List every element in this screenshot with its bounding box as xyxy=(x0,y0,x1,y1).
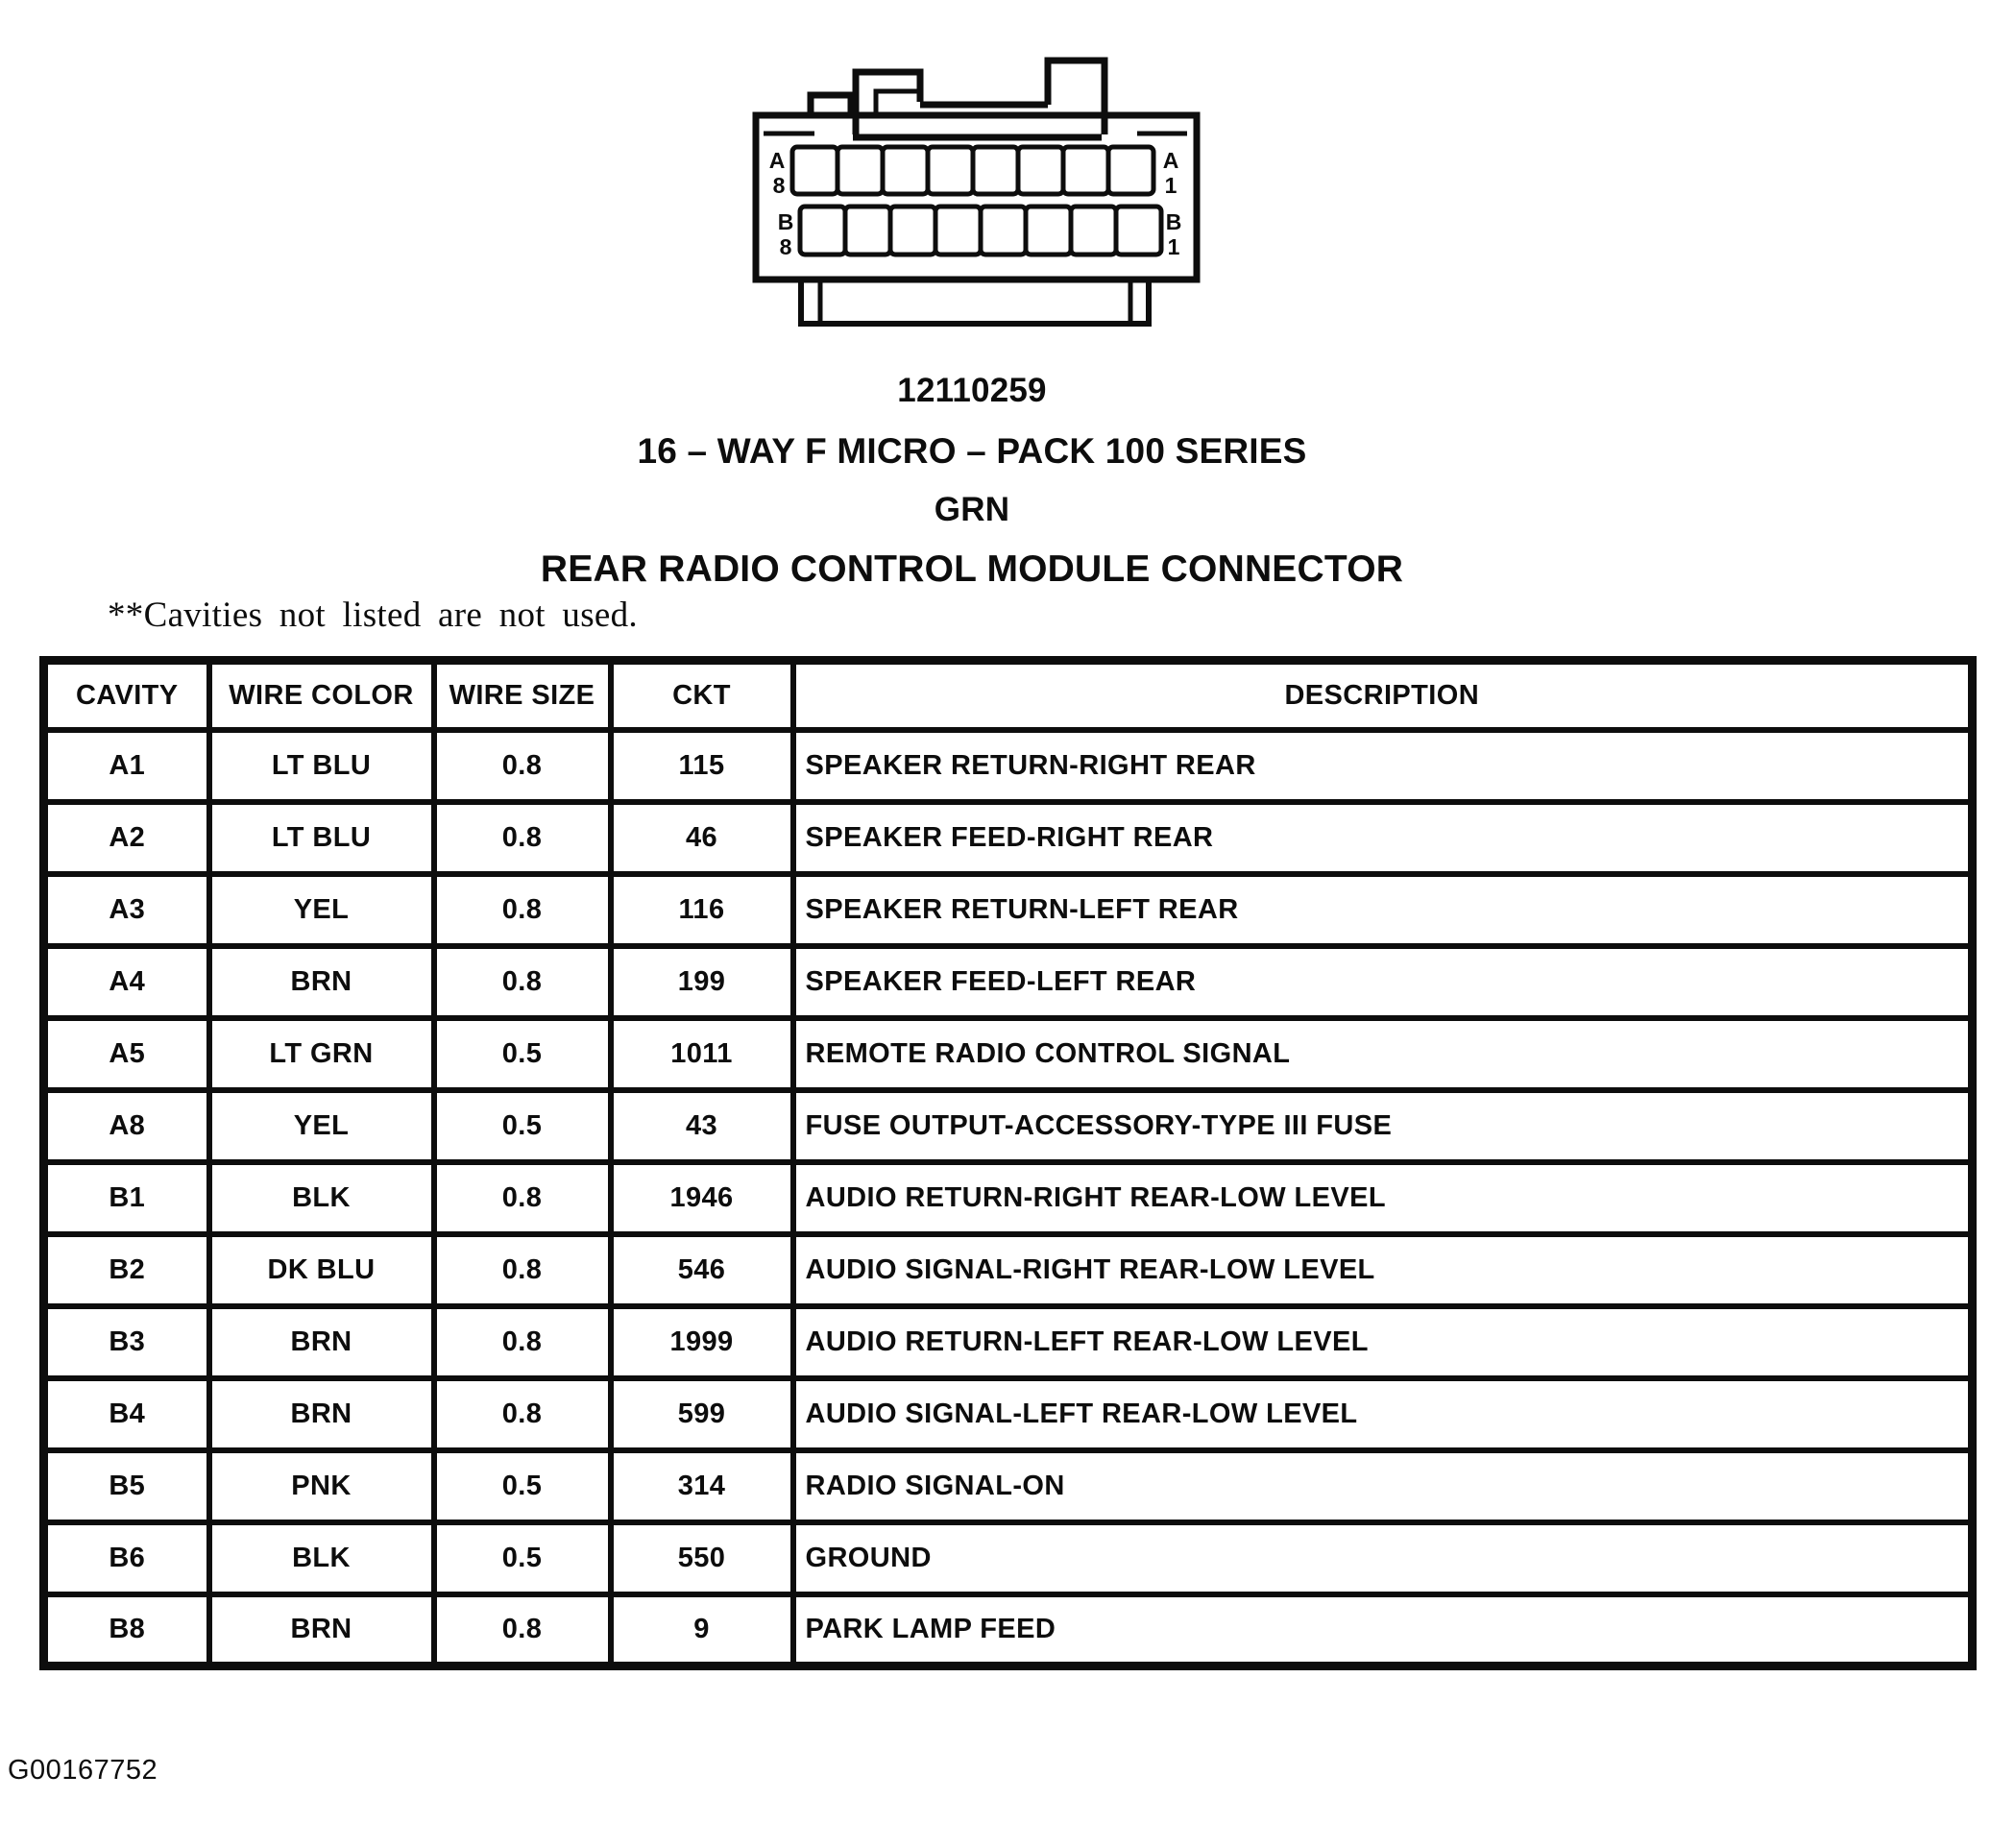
description-cell: GROUND xyxy=(793,1522,1973,1594)
ckt-cell: 9 xyxy=(611,1594,793,1666)
description-cell: RADIO SIGNAL-ON xyxy=(793,1450,1973,1522)
ckt-cell: 115 xyxy=(611,730,793,802)
wire-size-cell: 0.8 xyxy=(434,1378,611,1450)
wire-size-cell: 0.8 xyxy=(434,1306,611,1378)
description-cell: AUDIO RETURN-LEFT REAR-LOW LEVEL xyxy=(793,1306,1973,1378)
wire-color-cell: BRN xyxy=(209,946,434,1018)
wire-size-cell: 0.8 xyxy=(434,1594,611,1666)
wire-color-cell: BRN xyxy=(209,1306,434,1378)
table-row xyxy=(44,1594,1973,1666)
wire-color-cell: YEL xyxy=(209,1090,434,1162)
wire-size-cell: 0.5 xyxy=(434,1522,611,1594)
ckt-cell: 46 xyxy=(611,802,793,874)
wire-color-cell: LT BLU xyxy=(209,730,434,802)
table-row xyxy=(44,1162,1973,1234)
wire-size-cell: 0.5 xyxy=(434,1018,611,1090)
ckt-cell: 116 xyxy=(611,874,793,946)
description-cell: AUDIO SIGNAL-LEFT REAR-LOW LEVEL xyxy=(793,1378,1973,1450)
ckt-cell: 1011 xyxy=(611,1018,793,1090)
cavity-cell: A5 xyxy=(44,1018,209,1090)
pin-label-char: A xyxy=(768,148,786,173)
pin-label-char: 8 xyxy=(772,173,786,198)
cavity-cell: A8 xyxy=(44,1090,209,1162)
connector-series: 16 – WAY F MICRO – PACK 100 SERIES xyxy=(637,431,1307,471)
pin-label-char: 1 xyxy=(1167,234,1180,259)
pin-label-char: B xyxy=(777,209,794,234)
cavity-cell: B3 xyxy=(44,1306,209,1378)
description-cell: FUSE OUTPUT-ACCESSORY-TYPE III FUSE xyxy=(793,1090,1973,1162)
pin-label-char: 1 xyxy=(1164,173,1177,198)
pinout-table xyxy=(39,656,1977,1670)
table-row xyxy=(44,874,1973,946)
table-row xyxy=(44,1306,1973,1378)
wire-color-cell: DK BLU xyxy=(209,1234,434,1306)
table-header-row xyxy=(44,661,1973,730)
ckt-cell: 199 xyxy=(611,946,793,1018)
description-cell: SPEAKER RETURN-LEFT REAR xyxy=(793,874,1973,946)
pinout-table-body xyxy=(44,730,1973,1666)
description-cell: SPEAKER FEED-LEFT REAR xyxy=(793,946,1973,1018)
wire-size-cell: 0.8 xyxy=(434,730,611,802)
header-wire-size: WIRE SIZE xyxy=(434,661,611,730)
cavities-note: **Cavities not listed are not used. xyxy=(108,596,638,635)
wire-size-cell: 0.8 xyxy=(434,1162,611,1234)
header-wire-color: WIRE COLOR xyxy=(209,661,434,730)
cavity-cell: B5 xyxy=(44,1450,209,1522)
wire-size-cell: 0.8 xyxy=(434,946,611,1018)
heading-block xyxy=(0,0,1944,596)
cavity-cell: A1 xyxy=(44,730,209,802)
wire-color-cell: YEL xyxy=(209,874,434,946)
description-cell: SPEAKER FEED-RIGHT REAR xyxy=(793,802,1973,874)
table-row xyxy=(44,1522,1973,1594)
ckt-cell: 43 xyxy=(611,1090,793,1162)
connector-color-code: GRN xyxy=(934,491,1010,528)
wire-size-cell: 0.8 xyxy=(434,874,611,946)
ckt-cell: 599 xyxy=(611,1378,793,1450)
description-cell: AUDIO RETURN-RIGHT REAR-LOW LEVEL xyxy=(793,1162,1973,1234)
wire-size-cell: 0.5 xyxy=(434,1090,611,1162)
table-row xyxy=(44,1234,1973,1306)
connector-part-number: 12110259 xyxy=(897,372,1047,409)
ckt-cell: 1999 xyxy=(611,1306,793,1378)
wire-color-cell: LT BLU xyxy=(209,802,434,874)
pin-label-char: 8 xyxy=(779,234,792,259)
wire-size-cell: 0.5 xyxy=(434,1450,611,1522)
table-row xyxy=(44,730,1973,802)
description-cell: AUDIO SIGNAL-RIGHT REAR-LOW LEVEL xyxy=(793,1234,1973,1306)
table-row xyxy=(44,1378,1973,1450)
table-row xyxy=(44,1018,1973,1090)
header-cavity: CAVITY xyxy=(44,661,209,730)
ckt-cell: 314 xyxy=(611,1450,793,1522)
description-cell: PARK LAMP FEED xyxy=(793,1594,1973,1666)
ckt-cell: 1946 xyxy=(611,1162,793,1234)
cavity-cell: A3 xyxy=(44,874,209,946)
table-row xyxy=(44,1450,1973,1522)
cavity-cell: B8 xyxy=(44,1594,209,1666)
cavity-cell: B4 xyxy=(44,1378,209,1450)
header-ckt: CKT xyxy=(611,661,793,730)
cavity-cell: B6 xyxy=(44,1522,209,1594)
cavity-cell: A2 xyxy=(44,802,209,874)
page-title: REAR RADIO CONTROL MODULE CONNECTOR xyxy=(540,548,1404,590)
wire-color-cell: BRN xyxy=(209,1594,434,1666)
table-row xyxy=(44,946,1973,1018)
ckt-cell: 546 xyxy=(611,1234,793,1306)
ckt-cell: 550 xyxy=(611,1522,793,1594)
wire-color-cell: LT GRN xyxy=(209,1018,434,1090)
table-row xyxy=(44,802,1973,874)
table-row xyxy=(44,1090,1973,1162)
wire-color-cell: PNK xyxy=(209,1450,434,1522)
wire-size-cell: 0.8 xyxy=(434,802,611,874)
description-cell: SPEAKER RETURN-RIGHT REAR xyxy=(793,730,1973,802)
wire-color-cell: BLK xyxy=(209,1162,434,1234)
pin-label-char: A xyxy=(1162,148,1179,173)
cavity-cell: A4 xyxy=(44,946,209,1018)
description-cell: REMOTE RADIO CONTROL SIGNAL xyxy=(793,1018,1973,1090)
header-description: DESCRIPTION xyxy=(793,661,1973,730)
figure-id: G00167752 xyxy=(8,1755,158,1786)
wire-color-cell: BRN xyxy=(209,1378,434,1450)
wire-color-cell: BLK xyxy=(209,1522,434,1594)
pin-label-char: B xyxy=(1165,209,1182,234)
wire-size-cell: 0.8 xyxy=(434,1234,611,1306)
cavity-cell: B1 xyxy=(44,1162,209,1234)
cavity-cell: B2 xyxy=(44,1234,209,1306)
